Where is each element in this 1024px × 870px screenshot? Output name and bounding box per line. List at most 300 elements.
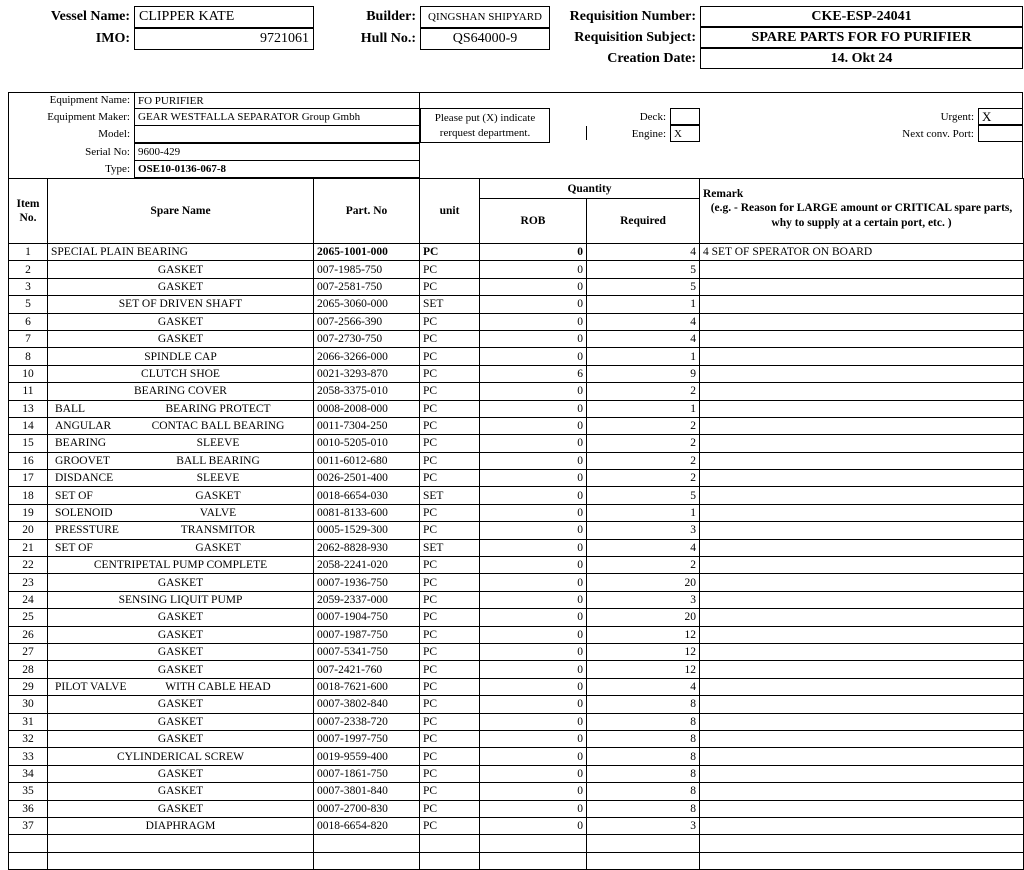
spare-name-cell[interactable]: SET OF DRIVEN SHAFT (48, 296, 314, 313)
remark-cell[interactable] (700, 383, 1024, 400)
spare-name-cell[interactable]: GASKET (48, 783, 314, 800)
spare-name-cell[interactable] (48, 417, 314, 434)
spare-name-cell[interactable]: CENTRIPETAL PUMP COMPLETE (48, 557, 314, 574)
spare-name-cell[interactable] (48, 835, 314, 852)
rob-cell[interactable]: 0 (480, 539, 587, 556)
rob-cell[interactable]: 0 (480, 278, 587, 295)
remark-cell[interactable] (700, 574, 1024, 591)
builder-field[interactable]: QINGSHAN SHIPYARD (420, 6, 550, 28)
item-no-cell[interactable]: 17 (9, 470, 48, 487)
unit-cell[interactable]: PC (420, 470, 480, 487)
spare-name-cell[interactable]: GASKET (48, 626, 314, 643)
requisition-number-label: Requisition Number: (569, 9, 696, 24)
spare-name-cell[interactable]: GASKET (48, 765, 314, 782)
item-no-cell[interactable]: 35 (9, 783, 48, 800)
item-no-cell[interactable]: 13 (9, 400, 48, 417)
spare-name-cell[interactable]: BEARING COVER (48, 383, 314, 400)
unit-cell[interactable] (420, 835, 480, 852)
type-label: Type: (105, 163, 130, 175)
part-no-cell[interactable]: 0011-7304-250 (314, 417, 420, 434)
required-cell[interactable]: 5 (587, 278, 700, 295)
spare-name-cell[interactable]: GASKET (48, 643, 314, 660)
unit-cell[interactable]: PC (420, 626, 480, 643)
part-no-cell[interactable]: 2058-2241-020 (314, 557, 420, 574)
spare-name-cell[interactable] (48, 522, 314, 539)
required-cell[interactable]: 5 (587, 487, 700, 504)
imo-label: IMO: (95, 31, 130, 46)
item-no-cell[interactable] (9, 835, 48, 852)
item-no-cell[interactable]: 25 (9, 609, 48, 626)
unit-cell[interactable]: PC (420, 609, 480, 626)
required-cell[interactable]: 4 (587, 539, 700, 556)
part-no-cell[interactable]: 0007-1936-750 (314, 574, 420, 591)
part-no-cell[interactable]: 0007-1987-750 (314, 626, 420, 643)
spare-name-part1: SET OF (55, 541, 93, 554)
remark-cell[interactable] (700, 765, 1024, 782)
rob-cell[interactable]: 0 (480, 713, 587, 730)
remark-cell[interactable] (700, 609, 1024, 626)
rob-cell[interactable]: 0 (480, 400, 587, 417)
unit-cell[interactable]: PC (420, 696, 480, 713)
part-no-cell[interactable]: 2059-2337-000 (314, 591, 420, 608)
part-no-cell[interactable]: 0008-2008-000 (314, 400, 420, 417)
item-no-cell[interactable]: 8 (9, 348, 48, 365)
vessel-name-field[interactable]: CLIPPER KATE (134, 6, 314, 28)
engine-checkbox[interactable]: X (670, 125, 700, 142)
remark-cell[interactable] (700, 696, 1024, 713)
rob-cell[interactable] (480, 835, 587, 852)
imo-field[interactable]: 9721061 (134, 28, 314, 50)
unit-cell[interactable]: PC (420, 435, 480, 452)
item-no-cell[interactable]: 2 (9, 261, 48, 278)
unit-cell[interactable]: PC (420, 244, 480, 261)
rob-cell[interactable]: 0 (480, 661, 587, 678)
spare-name-cell[interactable] (48, 487, 314, 504)
rob-cell[interactable]: 0 (480, 383, 587, 400)
unit-cell[interactable]: PC (420, 643, 480, 660)
item-no-cell[interactable]: 27 (9, 643, 48, 660)
item-no-cell[interactable]: 23 (9, 574, 48, 591)
part-no-cell[interactable]: 0007-1997-750 (314, 730, 420, 747)
unit-cell[interactable]: PC (420, 574, 480, 591)
required-cell[interactable]: 8 (587, 800, 700, 817)
item-no-cell[interactable]: 21 (9, 539, 48, 556)
remark-cell[interactable] (700, 626, 1024, 643)
required-cell[interactable]: 4 (587, 678, 700, 695)
requisition-number-field[interactable]: CKE-ESP-24041 (700, 6, 1023, 27)
model-field[interactable] (134, 125, 420, 143)
part-no-cell[interactable]: 0007-1904-750 (314, 609, 420, 626)
part-no-cell[interactable]: 0007-2338-720 (314, 713, 420, 730)
spare-name-cell[interactable]: GASKET (48, 713, 314, 730)
item-no-cell[interactable]: 14 (9, 417, 48, 434)
spare-name-cell[interactable] (48, 400, 314, 417)
required-cell[interactable]: 8 (587, 713, 700, 730)
spare-name-cell[interactable] (48, 678, 314, 695)
rob-cell[interactable]: 0 (480, 435, 587, 452)
urgent-checkbox[interactable]: X (978, 108, 1023, 125)
spare-name-cell[interactable]: GASKET (48, 278, 314, 295)
unit-cell[interactable]: PC (420, 313, 480, 330)
table-row (9, 696, 1024, 713)
remark-cell[interactable] (700, 783, 1024, 800)
unit-cell[interactable]: PC (420, 452, 480, 469)
spare-name-cell[interactable] (48, 470, 314, 487)
spare-name-cell[interactable]: GASKET (48, 313, 314, 330)
table-row (9, 643, 1024, 660)
table-row (9, 626, 1024, 643)
remark-cell[interactable] (700, 470, 1024, 487)
part-no-cell[interactable]: 0007-3801-840 (314, 783, 420, 800)
required-cell[interactable]: 2 (587, 452, 700, 469)
table-row (9, 278, 1024, 295)
rob-cell[interactable]: 0 (480, 296, 587, 313)
required-cell[interactable]: 4 (587, 330, 700, 347)
spare-name-cell[interactable]: GASKET (48, 730, 314, 747)
unit-cell[interactable]: PC (420, 591, 480, 608)
required-cell[interactable]: 2 (587, 470, 700, 487)
part-no-cell[interactable]: 007-2730-750 (314, 330, 420, 347)
part-no-cell[interactable]: 0018-6654-820 (314, 817, 420, 834)
remark-cell[interactable] (700, 643, 1024, 660)
remark-cell[interactable]: 4 SET OF SPERATOR ON BOARD (700, 244, 1024, 261)
spare-name-cell[interactable]: SPINDLE CAP (48, 348, 314, 365)
required-cell[interactable]: 2 (587, 417, 700, 434)
required-cell[interactable]: 8 (587, 748, 700, 765)
table-row (9, 504, 1024, 521)
rob-cell[interactable]: 0 (480, 330, 587, 347)
table-row (9, 713, 1024, 730)
rob-cell[interactable]: 0 (480, 244, 587, 261)
spare-name-cell[interactable]: GASKET (48, 800, 314, 817)
deck-checkbox[interactable] (670, 108, 700, 125)
unit-cell[interactable]: PC (420, 330, 480, 347)
part-no-cell[interactable]: 0007-3802-840 (314, 696, 420, 713)
remark-cell[interactable] (700, 330, 1024, 347)
table-row (9, 435, 1024, 452)
table-row (9, 296, 1024, 313)
part-no-cell[interactable]: 2065-3060-000 (314, 296, 420, 313)
required-cell[interactable]: 5 (587, 261, 700, 278)
unit-cell[interactable]: PC (420, 730, 480, 747)
unit-cell[interactable]: SET (420, 487, 480, 504)
item-no-cell[interactable]: 10 (9, 365, 48, 382)
spare-name-part2: VALVE (199, 507, 237, 520)
rob-cell[interactable]: 0 (480, 522, 587, 539)
unit-cell[interactable]: PC (420, 765, 480, 782)
rob-cell[interactable]: 0 (480, 348, 587, 365)
remark-cell[interactable] (700, 852, 1024, 869)
item-no-cell[interactable]: 7 (9, 330, 48, 347)
part-no-cell[interactable]: 2066-3266-000 (314, 348, 420, 365)
part-no-cell[interactable]: 2065-1001-000 (314, 244, 420, 261)
table-row (9, 574, 1024, 591)
spare-name-cell[interactable]: GASKET (48, 330, 314, 347)
remark-cell[interactable] (700, 591, 1024, 608)
part-no-cell[interactable]: 0010-5205-010 (314, 435, 420, 452)
spare-name-cell[interactable]: SENSING LIQUIT PUMP (48, 591, 314, 608)
unit-cell[interactable] (420, 852, 480, 869)
rob-cell[interactable]: 0 (480, 417, 587, 434)
remark-cell[interactable] (700, 661, 1024, 678)
required-cell[interactable]: 2 (587, 383, 700, 400)
table-row (9, 365, 1024, 382)
requisition-subject-field[interactable]: SPARE PARTS FOR FO PURIFIER (700, 27, 1023, 48)
part-no-cell[interactable]: 0005-1529-300 (314, 522, 420, 539)
unit-cell[interactable]: SET (420, 539, 480, 556)
required-cell[interactable]: 8 (587, 783, 700, 800)
col-spare-name: Spare Name (48, 179, 314, 244)
rob-cell[interactable]: 0 (480, 470, 587, 487)
remark-cell[interactable] (700, 800, 1024, 817)
required-cell[interactable]: 12 (587, 643, 700, 660)
spare-name-cell[interactable] (48, 504, 314, 521)
required-cell[interactable]: 1 (587, 348, 700, 365)
col-item-no: Item No. (9, 179, 48, 244)
spare-name-cell[interactable]: DIAPHRAGM (48, 817, 314, 834)
part-no-cell[interactable]: 0026-2501-400 (314, 470, 420, 487)
remark-cell[interactable] (700, 730, 1024, 747)
remark-cell[interactable] (700, 365, 1024, 382)
spare-name-cell[interactable] (48, 539, 314, 556)
item-no-cell[interactable]: 3 (9, 278, 48, 295)
part-no-cell[interactable]: 007-1985-750 (314, 261, 420, 278)
required-cell[interactable]: 3 (587, 591, 700, 608)
required-cell[interactable]: 2 (587, 557, 700, 574)
table-row (9, 817, 1024, 834)
creation-date-field[interactable]: 14. Okt 24 (700, 48, 1023, 69)
item-no-cell[interactable]: 29 (9, 678, 48, 695)
required-cell[interactable] (587, 835, 700, 852)
remark-cell[interactable] (700, 522, 1024, 539)
part-no-cell[interactable]: 2058-3375-010 (314, 383, 420, 400)
item-no-cell[interactable]: 18 (9, 487, 48, 504)
item-no-cell[interactable]: 26 (9, 626, 48, 643)
required-cell[interactable]: 1 (587, 504, 700, 521)
part-no-cell[interactable]: 0018-6654-030 (314, 487, 420, 504)
divider (586, 126, 587, 140)
remark-cell[interactable] (700, 678, 1024, 695)
unit-cell[interactable]: PC (420, 783, 480, 800)
required-cell[interactable]: 1 (587, 400, 700, 417)
unit-cell[interactable]: PC (420, 661, 480, 678)
remark-cell[interactable] (700, 400, 1024, 417)
item-no-cell[interactable]: 34 (9, 765, 48, 782)
part-no-cell[interactable]: 0007-5341-750 (314, 643, 420, 660)
item-no-cell[interactable]: 24 (9, 591, 48, 608)
remark-cell[interactable] (700, 417, 1024, 434)
part-no-cell[interactable]: 007-2566-390 (314, 313, 420, 330)
required-cell[interactable]: 3 (587, 817, 700, 834)
rob-cell[interactable]: 6 (480, 365, 587, 382)
creation-date-label: Creation Date: (607, 51, 696, 66)
rob-cell[interactable]: 0 (480, 783, 587, 800)
unit-cell[interactable]: PC (420, 522, 480, 539)
table-body (9, 244, 1024, 870)
spare-name-cell[interactable]: GASKET (48, 574, 314, 591)
part-no-cell[interactable]: 0019-9559-400 (314, 748, 420, 765)
spare-name-cell[interactable]: CLUTCH SHOE (48, 365, 314, 382)
spare-name-part1: PILOT VALVE (55, 680, 127, 693)
part-no-cell[interactable]: 0007-1861-750 (314, 765, 420, 782)
rob-cell[interactable]: 0 (480, 557, 587, 574)
rob-cell[interactable]: 0 (480, 313, 587, 330)
equipment-maker-field[interactable]: GEAR WESTFALLA SEPARATOR Group Gmbh (134, 108, 420, 126)
item-no-cell[interactable]: 19 (9, 504, 48, 521)
remark-cell[interactable] (700, 278, 1024, 295)
item-no-cell[interactable]: 1 (9, 244, 48, 261)
serial-no-label: Serial No: (85, 146, 130, 158)
part-no-cell[interactable] (314, 852, 420, 869)
rob-cell[interactable]: 0 (480, 452, 587, 469)
required-cell[interactable]: 8 (587, 765, 700, 782)
item-no-cell[interactable]: 36 (9, 800, 48, 817)
rob-cell[interactable]: 0 (480, 800, 587, 817)
item-no-cell[interactable]: 16 (9, 452, 48, 469)
unit-cell[interactable]: PC (420, 348, 480, 365)
spare-name-cell[interactable]: GASKET (48, 609, 314, 626)
rob-cell[interactable]: 0 (480, 696, 587, 713)
spare-name-part1: SOLENOID (55, 507, 113, 520)
required-cell[interactable]: 9 (587, 365, 700, 382)
unit-cell[interactable]: PC (420, 383, 480, 400)
spare-name-cell[interactable]: GASKET (48, 661, 314, 678)
remark-cell[interactable] (700, 817, 1024, 834)
unit-cell[interactable]: PC (420, 261, 480, 278)
table-row (9, 400, 1024, 417)
unit-cell[interactable]: PC (420, 365, 480, 382)
item-no-cell[interactable]: 6 (9, 313, 48, 330)
remark-cell[interactable] (700, 748, 1024, 765)
remark-cell[interactable] (700, 261, 1024, 278)
unit-cell[interactable]: PC (420, 817, 480, 834)
type-field[interactable]: OSE10-0136-067-8 (134, 160, 420, 178)
part-no-cell[interactable]: 007-2581-750 (314, 278, 420, 295)
remark-cell[interactable] (700, 539, 1024, 556)
part-no-cell[interactable]: 0081-8133-600 (314, 504, 420, 521)
rob-cell[interactable]: 0 (480, 643, 587, 660)
remark-cell[interactable] (700, 504, 1024, 521)
spare-name-cell[interactable] (48, 435, 314, 452)
remark-cell[interactable] (700, 296, 1024, 313)
required-cell[interactable]: 2 (587, 435, 700, 452)
required-cell[interactable]: 8 (587, 730, 700, 747)
unit-cell[interactable]: PC (420, 748, 480, 765)
rob-cell[interactable]: 0 (480, 730, 587, 747)
unit-cell[interactable]: PC (420, 417, 480, 434)
rob-cell[interactable]: 0 (480, 261, 587, 278)
unit-cell[interactable]: SET (420, 296, 480, 313)
item-no-cell[interactable]: 31 (9, 713, 48, 730)
rob-cell[interactable]: 0 (480, 626, 587, 643)
rob-cell[interactable] (480, 852, 587, 869)
item-no-cell[interactable]: 22 (9, 557, 48, 574)
remark-cell[interactable] (700, 452, 1024, 469)
item-no-cell[interactable]: 28 (9, 661, 48, 678)
item-no-cell[interactable]: 15 (9, 435, 48, 452)
item-no-cell[interactable] (9, 852, 48, 869)
unit-cell[interactable]: PC (420, 678, 480, 695)
item-no-cell[interactable]: 37 (9, 817, 48, 834)
required-cell[interactable]: 12 (587, 626, 700, 643)
rob-cell[interactable]: 0 (480, 765, 587, 782)
item-no-cell[interactable]: 32 (9, 730, 48, 747)
remark-cell[interactable] (700, 435, 1024, 452)
rob-cell[interactable]: 0 (480, 609, 587, 626)
required-cell[interactable]: 1 (587, 296, 700, 313)
table-row (9, 539, 1024, 556)
spare-name-cell[interactable] (48, 852, 314, 869)
rob-cell[interactable]: 0 (480, 487, 587, 504)
remark-cell[interactable] (700, 557, 1024, 574)
rob-cell[interactable]: 0 (480, 591, 587, 608)
next-port-field[interactable] (978, 125, 1023, 142)
unit-cell[interactable]: PC (420, 713, 480, 730)
item-no-cell[interactable]: 30 (9, 696, 48, 713)
required-cell[interactable]: 8 (587, 696, 700, 713)
required-cell[interactable]: 4 (587, 313, 700, 330)
rob-cell[interactable]: 0 (480, 574, 587, 591)
part-no-cell[interactable]: 0011-6012-680 (314, 452, 420, 469)
serial-no-field[interactable]: 9600-429 (134, 143, 420, 161)
part-no-cell[interactable]: 0021-3293-870 (314, 365, 420, 382)
required-cell[interactable]: 12 (587, 661, 700, 678)
part-no-cell[interactable]: 0018-7621-600 (314, 678, 420, 695)
unit-cell[interactable]: PC (420, 504, 480, 521)
required-cell[interactable]: 20 (587, 574, 700, 591)
unit-cell[interactable]: PC (420, 278, 480, 295)
unit-cell[interactable]: PC (420, 800, 480, 817)
spare-name-part1: DISDANCE (55, 472, 114, 485)
rob-cell[interactable]: 0 (480, 504, 587, 521)
item-no-cell[interactable]: 33 (9, 748, 48, 765)
item-no-cell[interactable]: 5 (9, 296, 48, 313)
required-cell[interactable]: 20 (587, 609, 700, 626)
equipment-name-field[interactable]: FO PURIFIER (134, 92, 420, 109)
spare-name-part2: SLEEVE (196, 437, 240, 450)
department-note (420, 111, 550, 141)
required-cell[interactable]: 3 (587, 522, 700, 539)
rob-cell[interactable]: 0 (480, 748, 587, 765)
spare-name-part1: BALL (55, 402, 86, 415)
unit-cell[interactable]: PC (420, 557, 480, 574)
hull-field[interactable]: QS64000-9 (420, 28, 550, 50)
part-no-cell[interactable] (314, 835, 420, 852)
remark-cell[interactable] (700, 713, 1024, 730)
spare-name-cell[interactable]: SPECIAL PLAIN BEARING (48, 244, 314, 261)
part-no-cell[interactable]: 007-2421-760 (314, 661, 420, 678)
remark-cell[interactable] (700, 348, 1024, 365)
builder-label: Builder: (366, 9, 416, 24)
spare-name-cell[interactable] (48, 452, 314, 469)
part-no-cell[interactable]: 0007-2700-830 (314, 800, 420, 817)
required-cell[interactable]: 4 (587, 244, 700, 261)
rob-cell[interactable]: 0 (480, 817, 587, 834)
rob-cell[interactable]: 0 (480, 678, 587, 695)
item-no-cell[interactable]: 11 (9, 383, 48, 400)
part-no-cell[interactable]: 2062-8828-930 (314, 539, 420, 556)
item-no-cell[interactable]: 20 (9, 522, 48, 539)
unit-cell[interactable]: PC (420, 400, 480, 417)
table-row (9, 348, 1024, 365)
spare-name-cell[interactable]: GASKET (48, 696, 314, 713)
required-cell[interactable] (587, 852, 700, 869)
remark-cell[interactable] (700, 487, 1024, 504)
spare-name-cell[interactable]: CYLINDERICAL SCREW (48, 748, 314, 765)
remark-cell[interactable] (700, 835, 1024, 852)
remark-cell[interactable] (700, 313, 1024, 330)
spare-name-cell[interactable]: GASKET (48, 261, 314, 278)
